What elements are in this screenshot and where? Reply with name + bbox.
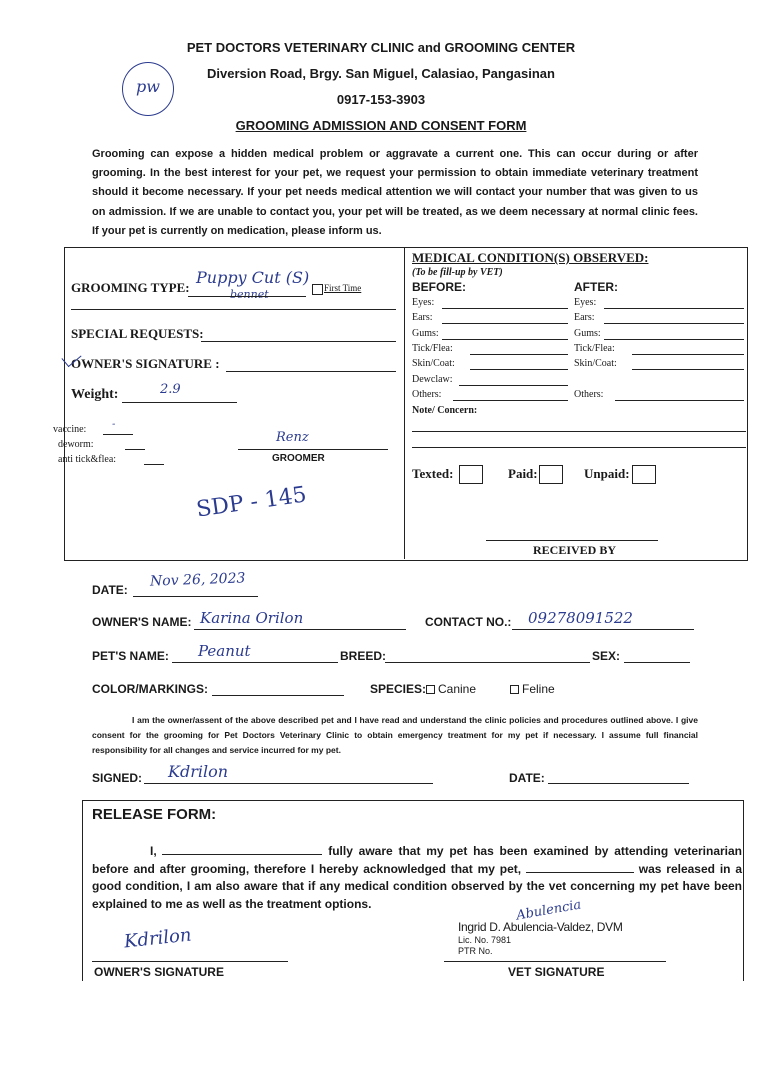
after-field-label: Tick/Flea: (574, 342, 615, 354)
owner-signature-label: OWNER'S SIGNATURE : (71, 356, 220, 371)
after-field-label: Skin/Coat: (574, 358, 617, 370)
before-field-label: Eyes: (412, 297, 435, 308)
received-by-label: RECEIVED BY (533, 543, 617, 557)
first-time-checkbox[interactable] (312, 284, 323, 295)
stamp-initials: pw (136, 77, 160, 96)
vet-ptr: PTR No. (458, 946, 493, 956)
intro-paragraph: Grooming can expose a hidden medical problem or aggravate a current one. This can occur during or after grooming. In the best interest for your pet, we request your permission to obtain immediate veterinary treatment should it become necessary. If your pet needs medical attention we will contact your number that was given to us on admission. If we are unable to contact you, your pet will be treated, as we deem necessary at normal clinic fees. If your pet is currently on medication, please inform us. (92, 148, 698, 237)
clinic-name: PET DOCTORS VETERINARY CLINIC and GROOMING CENTER (186, 40, 576, 55)
before-field-label: Ears: (412, 312, 433, 324)
after-field-line[interactable] (604, 308, 744, 309)
groomer-label: GROOMER (272, 453, 325, 464)
weight-label: Weight: (71, 387, 119, 402)
texted-checkbox[interactable] (459, 465, 483, 484)
unpaid-label: Unpaid: (584, 466, 630, 481)
medical-title: MEDICAL CONDITION(S) OBSERVED: (412, 250, 649, 265)
before-field-line[interactable] (442, 339, 568, 340)
contact-label: CONTACT NO.: (425, 615, 512, 629)
vet-signature-value: Abulencia (515, 897, 583, 924)
pet-name-label: PET'S NAME: (92, 649, 169, 663)
before-field-line[interactable] (459, 385, 568, 386)
before-field-line[interactable] (453, 400, 568, 401)
canine-checkbox[interactable] (426, 685, 435, 694)
feline-label: Feline (522, 682, 555, 696)
after-field-label: Others: (574, 388, 604, 400)
paid-checkbox[interactable] (539, 465, 563, 484)
before-field-label: Tick/Flea: (412, 342, 453, 354)
after-field-line[interactable] (632, 354, 744, 355)
date-value[interactable]: Nov 26, 2023 (149, 570, 246, 590)
ticket-note: SDP - 145 (194, 482, 309, 523)
vet-signature-caption: VET SIGNATURE (508, 965, 605, 979)
after-field-line[interactable] (632, 369, 744, 370)
paid-label: Paid: (508, 466, 538, 481)
after-field-line[interactable] (604, 339, 744, 340)
contact-value[interactable]: 09278091522 (528, 609, 633, 627)
grooming-type-value[interactable]: Puppy Cut (S) (196, 268, 310, 287)
unpaid-checkbox[interactable] (632, 465, 656, 484)
first-time-label: First Time (324, 283, 362, 293)
after-field-line[interactable] (604, 323, 744, 324)
weight-value[interactable]: 2.9 (160, 382, 181, 397)
before-field-line[interactable] (442, 323, 568, 324)
vaccine-label: vaccine: (53, 424, 87, 435)
pet-name-value[interactable]: Peanut (198, 642, 251, 660)
before-field-label: Others: (412, 388, 442, 400)
color-label: COLOR/MARKINGS: (92, 682, 208, 696)
consent-paragraph: I am the owner/assent of the above described pet and I have read and understand the clinic policies and procedures outlined above. I give consent for the grooming for Pet Doctors Veterinary Clinic to obtain emergency treatment for my pet if necessary. I assume full financial responsibility for all changes and service incurred for my pet. (92, 715, 698, 755)
texted-label: Texted: (412, 466, 454, 481)
groomer-signature: Renz (276, 430, 309, 445)
deworm-label: deworm: (58, 439, 94, 450)
special-requests-label: SPECIAL REQUESTS: (71, 326, 204, 341)
after-label: AFTER: (574, 280, 618, 294)
note-label: Note/ Concern: (412, 405, 478, 416)
after-field-label: Gums: (574, 327, 601, 339)
owner-name-value[interactable]: Karina Orilon (200, 609, 304, 627)
breed-label: BREED: (340, 649, 387, 663)
clinic-address: Diversion Road, Brgy. San Miguel, Calasiao, Pangasinan (207, 66, 555, 81)
owner-signature-caption: OWNER'S SIGNATURE (94, 965, 224, 979)
grooming-type-label: GROOMING TYPE: (71, 280, 190, 295)
after-field-label: Ears: (574, 312, 595, 324)
before-field-label: Dewclaw: (412, 373, 453, 385)
release-paragraph (92, 843, 742, 913)
before-field-line[interactable] (470, 369, 568, 370)
species-label: SPECIES: (370, 682, 427, 696)
form-title: GROOMING ADMISSION AND CONSENT FORM (235, 118, 527, 133)
release-text-1: I, (150, 844, 157, 858)
release-text-3: was released in a good condition, I am also aware that if any medical condition observed by the vet concerning my pet have been explained to me as well as the treatment options. (92, 861, 742, 911)
canine-label: Canine (438, 682, 477, 696)
after-field-line[interactable] (615, 400, 744, 401)
owner-name-label: OWNER'S NAME: (92, 615, 192, 629)
medical-subtitle: (To be fill-up by VET) (412, 267, 503, 278)
before-field-label: Gums: (412, 327, 439, 339)
vet-name: Ingrid D. Abulencia-Valdez, DVM (458, 920, 623, 934)
feline-checkbox[interactable] (510, 685, 519, 694)
vaccine-value[interactable]: - (112, 419, 116, 430)
signed-date-label: DATE: (509, 771, 545, 785)
release-title: RELEASE FORM: (92, 806, 217, 823)
anti-tick-label: anti tick&flea: (58, 454, 117, 465)
grooming-type-value-2: bennet (230, 288, 269, 301)
vet-license: Lic. No. 7981 (458, 935, 512, 945)
before-field-line[interactable] (470, 354, 568, 355)
box-divider (404, 248, 405, 559)
sex-label: SEX: (592, 649, 621, 663)
before-label: BEFORE: (412, 280, 466, 294)
before-field-label: Skin/Coat: (412, 358, 455, 370)
after-field-label: Eyes: (574, 297, 597, 308)
signed-label: SIGNED: (92, 771, 143, 785)
initials-stamp (122, 62, 174, 116)
owner-signature-value: Kdrilon (123, 924, 193, 953)
date-label: DATE: (92, 583, 128, 597)
before-field-line[interactable] (442, 308, 568, 309)
release-text-2: fully aware that my pet has been examined by attending veterinarian before and after grooming, therefore I hereby acknowledged that my pet, (92, 844, 743, 876)
signed-value[interactable]: Kdrilon (168, 762, 229, 781)
clinic-phone: 0917-153-3903 (336, 92, 426, 107)
